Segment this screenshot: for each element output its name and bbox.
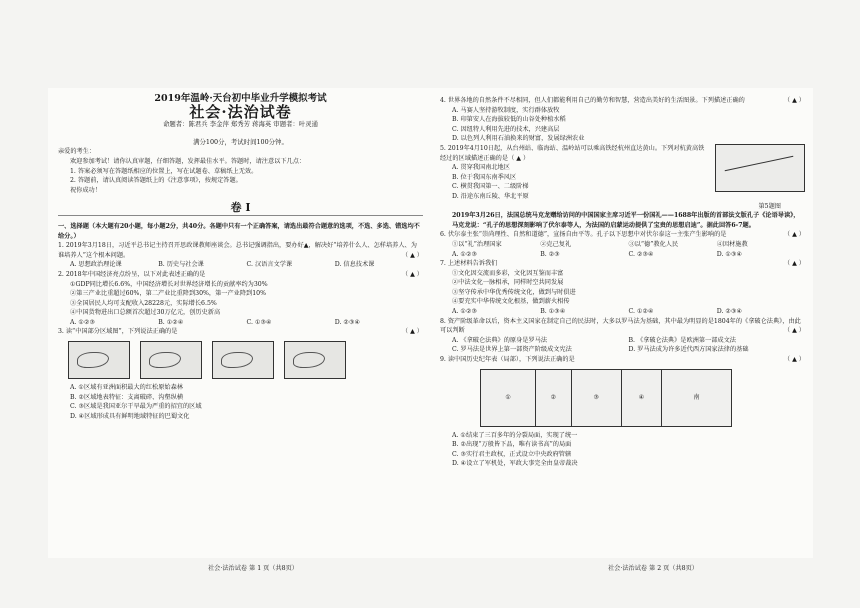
question-2-item: ①GDP同比增长6.6%，中国经济增长对世界经济增长的贡献率约为30% xyxy=(70,280,268,288)
question-2-options: A. ①②③ B. ①②④ C. ①③④ D. ②③④ xyxy=(70,318,361,326)
page-1-column xyxy=(58,88,423,421)
question-9-option: D. ④设立了军机处，军政大事完全由皇帝裁决 xyxy=(452,460,578,468)
question-3: 3. 读“中国部分区域图”，下列说法正确的是 （ ▲ ） xyxy=(58,328,423,336)
question-2-item: ④中国货物进出口总额首次超过30万亿元，创历史新高 xyxy=(70,309,221,317)
question-7-item: ③坚守传承中华优秀传统文化，做到与时俱进 xyxy=(452,288,576,296)
question-9-option: A. ①结束了三百多年的分裂局面，实现了统一 xyxy=(452,431,578,439)
question-9: 9. 读中国历史纪年表（局部），下列说法正确的是 （ ▲ ） xyxy=(440,356,805,364)
question-1-options: A. 思想政治理论课 B. 历史与社会课 C. 汉语言文学课 D. 信息技术课 xyxy=(70,261,375,269)
question-4-option: A. 马赛人坚持游牧制度，实行群体放牧 xyxy=(452,106,560,114)
question-2-item: ③全国居民人均可支配收入28228元，实际增长6.5% xyxy=(70,299,217,307)
section-instructions: 一、选择题（本大题有20小题，每小题2分，共40分。各题中只有一个正确答案，请选出最符合题意的选项，不选、多选、错选均不给分。） xyxy=(58,222,420,240)
exam-title: 2019年温岭·天台初中毕业升学模拟考试 xyxy=(154,93,327,104)
question-5-option: D. 沿途东南丘陵、华北平原 xyxy=(452,192,529,200)
region-map-3 xyxy=(212,341,274,379)
question-3-option: A. ①区域有亚洲面积最大的红松原始森林 xyxy=(70,384,183,392)
question-2-item: ②第三产业比重超过60%，第二产业比重降到30%，第一产业降到10% xyxy=(70,290,266,298)
volume-heading: 卷 I xyxy=(58,203,423,216)
railway-map-figure xyxy=(715,144,805,192)
question-4-option: D. 以色列人利用石油换来的财富，发展绿洲农业 xyxy=(452,135,585,143)
wish-text: 祝你成功！ xyxy=(70,186,101,194)
welcome-text: 欢迎参加考试！请你认真审题，仔细答题，发挥最佳水平。答题时，请注意以下几点： xyxy=(70,157,306,165)
question-4-option: C. 因纽特人利用先进的技术，兴建高层 xyxy=(452,125,560,133)
note-2: 2. 答题前，请认真阅读答题纸上的《注意事项》，按规定答题。 xyxy=(70,177,242,185)
question-6-items: ①以“礼”治理国家 ②克己复礼 ③以“德”教化人民 ④因材施教 xyxy=(452,240,748,248)
question-8: 8. 资产阶级革命以后，资本主义国家在制定自己的民法时，大多以罗马法为基础，其中最为明显的是1804年的《拿破仑法典》，由此可以判断 （ ▲ ） xyxy=(440,317,805,335)
question-5-option: B. 位于我国东南季风区 xyxy=(452,173,517,181)
question-4: 4. 世界各地的自然条件不尽相同，但人们都能利用自己的勤劳和智慧，营造出美好的生活图景。下列描述正确的 （ ▲ ） xyxy=(440,97,805,104)
question-7-item: ②中法文化一脉相承，同样时空共同发展 xyxy=(452,279,564,287)
region-map-1 xyxy=(68,341,130,379)
question-2: 2. 2018年中国经济亮点纷呈，以下对此表述正确的是 （ ▲ ） xyxy=(58,270,423,278)
question-1: 1. 2019年3月18日，习近平总书记主持召开思政课教师座谈会。总书记强调指出，要办好▲，解决好“培养什么人、怎样培养人、为谁培养人”这个根本问题。 （ ▲ ） xyxy=(58,242,423,259)
region-map-2 xyxy=(140,341,202,379)
question-3-option: C. ③区域是我国亚尔干旱最为严重的招宜的区域 xyxy=(70,403,202,411)
question-7-item: ①文化因交流而多彩，文化因互鉴而丰富 xyxy=(452,269,564,277)
question-3-option: B. ②区域地表特征：支离破碎、沟壑纵横 xyxy=(70,393,184,401)
material-intro: 2019年3月26日，法国总统马克龙赠给访问的中国国家主席习近平一份国礼——1688年出版的首部法文版孔子《论语导读》，马克龙说：“孔子的思想深刻影响了伏尔泰等人，为法国的启蒙运动提供了宝贵的思想启迪”。据此回答6-7题。 xyxy=(452,212,800,229)
figure-5-caption: 第5题图 xyxy=(758,202,781,210)
question-9-option: C. ③实行君主政权，正式设立中央政府管辖 xyxy=(452,450,572,458)
page-1-footer: 社会·法治试卷 第 1 页（共8页） xyxy=(208,565,298,572)
subject-title: 社会·法治试卷 xyxy=(189,102,292,121)
region-map-4 xyxy=(284,341,346,379)
question-7-item: ④要充实中华传统文化根基，做到薪火相传 xyxy=(452,298,570,306)
exam-sheet xyxy=(48,88,813,572)
question-5-option: A. 贯穿我国南北地区 xyxy=(452,164,510,172)
score-line: 满分100分，考试时间100分钟。 xyxy=(193,137,288,146)
question-5-option: C. 横贯我国第一、二级阶梯 xyxy=(452,183,529,191)
question-8-options-ab: A. 《拿破仑法典》的原身是罗马法 B. 《拿破仑法典》是欧洲第一部成文法 xyxy=(452,336,736,344)
question-4-option: B. 印第安人在海拔较低的山谷处种植水稻 xyxy=(452,116,566,124)
greeting: 亲爱的考生： xyxy=(58,148,96,156)
region-maps xyxy=(68,341,423,379)
question-8-options-cd: C. 罗马法是世界上第一部资产阶级成文宪法 D. 罗马法成为许多近代西方国家法律的基础 xyxy=(452,346,749,354)
question-7-options: A. ①②③ B. ①③④ C. ①②④ D. ②③④ xyxy=(452,308,743,316)
question-7: 7. 上述材料告诉我们 （ ▲ ） xyxy=(440,260,805,268)
question-6: 6. 伏尔泰主张“崇尚理性、自然和道德”，宣扬自由平等。孔子以下思想中对伏尔泰这一主张产生影响的是 （ ▲ ） xyxy=(440,231,805,239)
authors-line: 命题者：陈君兵 李金萍 郑秀芳 蒋海英 审题者：叶灵通 xyxy=(162,120,319,129)
question-6-options: A. ①②③ B. ②③ C. ②③④ D. ①③④ xyxy=(452,250,743,258)
question-9-option: B. ②出现“万般皆下品，唯有读书高”的局面 xyxy=(452,441,572,449)
question-3-option: D. ④区域形成具有鲜明地域特征的巴蜀文化 xyxy=(70,412,190,420)
page-2-footer: 社会·法治试卷 第 2 页（共8页） xyxy=(608,565,698,572)
note-1: 1. 答案必须写在答题纸相应的位置上，写在试题卷、草稿纸上无效。 xyxy=(70,167,258,175)
history-timeline-map: ① ② ③ ④ 南 xyxy=(480,369,732,427)
question-5: 5. 2019年4月10日起，从台州站、临海站、温岭站可以乘高铁经杭州直达黄山。下列对杭黄高铁经过的区域描述正确的是（ ▲ ） xyxy=(440,144,705,162)
page-2-column xyxy=(440,88,805,469)
